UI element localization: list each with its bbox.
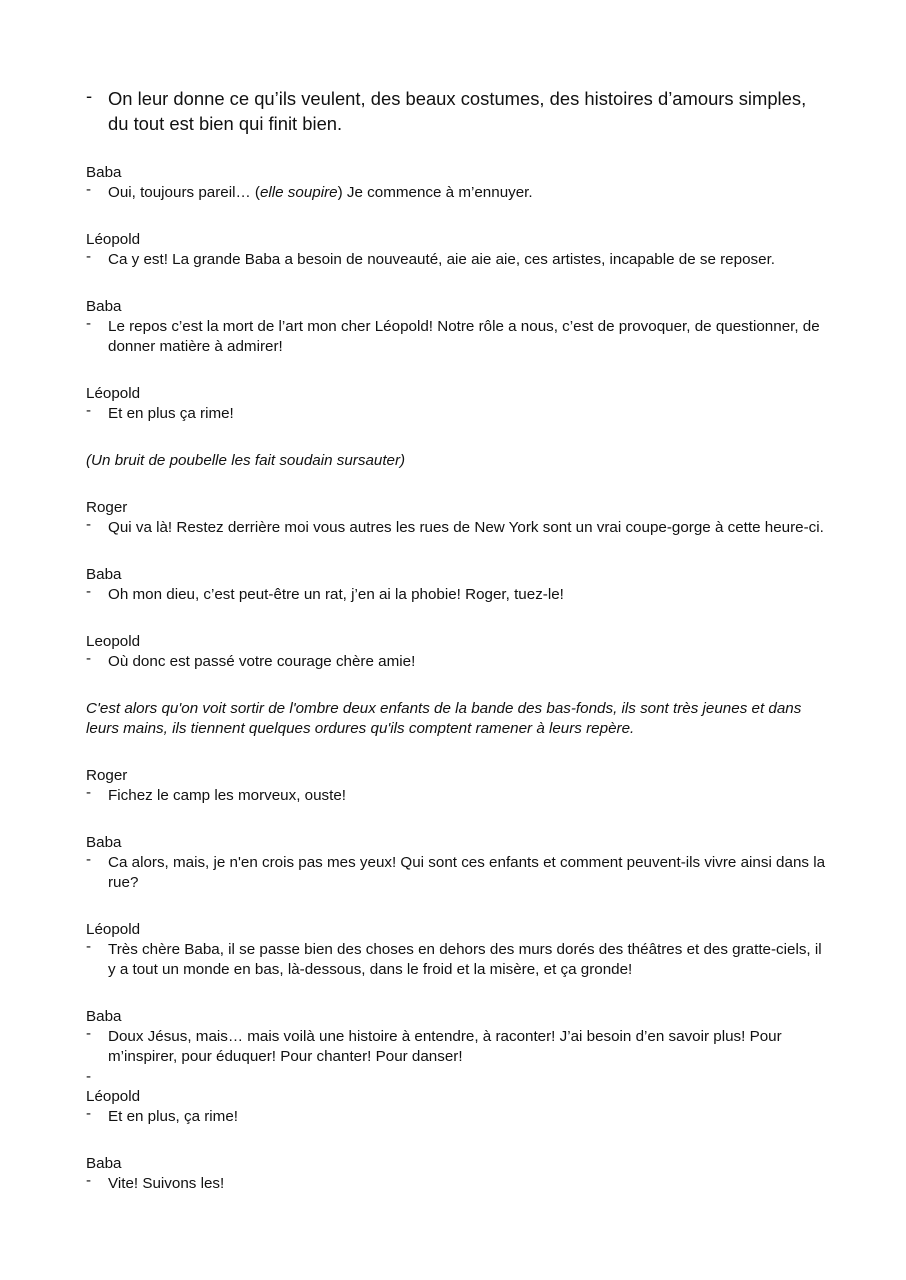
speaker-name: Léopold xyxy=(86,921,141,938)
dialogue-line xyxy=(86,853,826,893)
speaker-name: Léopold xyxy=(86,385,141,402)
dialogue-text: Doux Jésus, mais… mais voilà une histoire à entendre, à raconter! J’ai besoin d’en savoir plus! Pour m’inspirer, pour éduquer! Pour chanter! Pour danser! xyxy=(108,1028,782,1065)
speaker-name: Baba xyxy=(86,834,122,851)
dialogue-dash: - xyxy=(86,938,92,955)
dialogue-text: Ca alors, mais, je n'en crois pas mes yeux! Qui sont ces enfants et comment peuvent-ils vivre ainsi dans la rue? xyxy=(108,854,826,891)
dialogue-dash: - xyxy=(86,1025,92,1042)
dialogue-block xyxy=(86,632,826,672)
dialogue-block xyxy=(86,1007,826,1087)
dialogue-block xyxy=(86,384,826,424)
dialogue-dash: - xyxy=(86,650,92,667)
speaker-name: Baba xyxy=(86,164,122,181)
dialogue-line xyxy=(86,404,826,424)
dialogue-block xyxy=(86,1087,826,1127)
dialogue-text: Fichez le camp les morveux, ouste! xyxy=(108,787,347,804)
dialogue-text: Où donc est passé votre courage chère amie! xyxy=(108,653,416,670)
dialogue-block xyxy=(86,920,826,980)
dialogue-text-part: ) Je commence à m’ennuyer. xyxy=(337,184,533,201)
dialogue-dash: - xyxy=(86,1172,92,1189)
speaker-name: Baba xyxy=(86,1008,122,1025)
dialogue-line xyxy=(86,652,826,672)
dialogue-block xyxy=(86,498,826,538)
speaker-name: Roger xyxy=(86,767,128,784)
dialogue-line xyxy=(86,1174,826,1194)
inline-stage-direction: elle soupire xyxy=(259,184,338,201)
dialogue-dash: - xyxy=(86,315,92,332)
dialogue-text: Et en plus, ça rime! xyxy=(108,1108,238,1125)
dialogue-line xyxy=(86,1107,826,1127)
dialogue-line xyxy=(86,317,826,357)
dialogue-text: Ca y est! La grande Baba a besoin de nouveauté, aie aie aie, ces artistes, incapable de se reposer. xyxy=(108,251,776,268)
speaker-name: Léopold xyxy=(86,1088,141,1105)
speaker-name: Leopold xyxy=(86,633,141,650)
dialogue-dash: - xyxy=(86,851,92,868)
dialogue-block xyxy=(86,833,826,893)
dialogue-block xyxy=(86,163,826,203)
empty-dialogue-dash: - xyxy=(86,1068,92,1085)
speaker-name: Baba xyxy=(86,298,122,315)
stage-direction: (Un bruit de poubelle les fait soudain sursauter) xyxy=(86,452,406,469)
dialogue-dash: - xyxy=(86,181,92,198)
dialogue-line xyxy=(86,786,826,806)
dialogue-line xyxy=(86,250,826,270)
dialogue-text-part: Oui, toujours pareil… ( xyxy=(108,184,260,201)
dialogue-dash: - xyxy=(86,248,92,265)
speaker-name: Léopold xyxy=(86,231,141,248)
intro-text: On leur donne ce qu’ils veulent, des beaux costumes, des histoires d’amours simples, du tout est bien qui finit bien. xyxy=(108,88,807,134)
speaker-name: Baba xyxy=(86,566,122,583)
dialogue-line xyxy=(86,518,826,538)
intro-line xyxy=(86,86,826,136)
script-page xyxy=(86,86,826,1194)
speaker-name: Roger xyxy=(86,499,128,516)
dialogue-block xyxy=(86,230,826,270)
dialogue-dash: - xyxy=(86,402,92,419)
dialogue-block xyxy=(86,297,826,357)
dialogue-text: Oh mon dieu, c’est peut-être un rat, j’en ai la phobie! Roger, tuez-le! xyxy=(108,586,564,603)
dialogue-line xyxy=(86,940,826,980)
speaker-name: Baba xyxy=(86,1155,122,1172)
dialogue-dash: - xyxy=(86,516,92,533)
dialogue-text: Très chère Baba, il se passe bien des choses en dehors des murs dorés des théâtres et des gratte-ciels, il y a tout un monde en bas, là-dessous, dans le froid et la misère, et ça gronde! xyxy=(108,941,822,978)
dialogue-dash: - xyxy=(86,85,93,106)
dialogue-text: Vite! Suivons les! xyxy=(108,1175,225,1192)
dialogue-block xyxy=(86,766,826,806)
dialogue-text xyxy=(108,183,826,203)
dialogue-dash: - xyxy=(86,784,92,801)
dialogue-text: Qui va là! Restez derrière moi vous autres les rues de New York sont un vrai coupe-gorge à cette heure-ci. xyxy=(108,519,824,536)
stage-direction: C'est alors qu'on voit sortir de l'ombre deux enfants de la bande des bas-fonds, ils sont très jeunes et dans leurs mains, ils tiennent quelques ordures qu'ils comptent ramener à leurs repère. xyxy=(86,700,802,737)
dialogue-line xyxy=(86,1027,826,1067)
dialogue-text: Et en plus ça rime! xyxy=(108,405,234,422)
dialogue-block xyxy=(86,565,826,605)
dialogue-line xyxy=(86,183,826,203)
dialogue-text: Le repos c’est la mort de l’art mon cher Léopold! Notre rôle a nous, c’est de provoquer, de questionner, de donner matière à admirer! xyxy=(108,318,820,355)
dialogue-dash: - xyxy=(86,583,92,600)
dialogue-block xyxy=(86,1154,826,1194)
dialogue-dash: - xyxy=(86,1105,92,1122)
dialogue-line xyxy=(86,585,826,605)
